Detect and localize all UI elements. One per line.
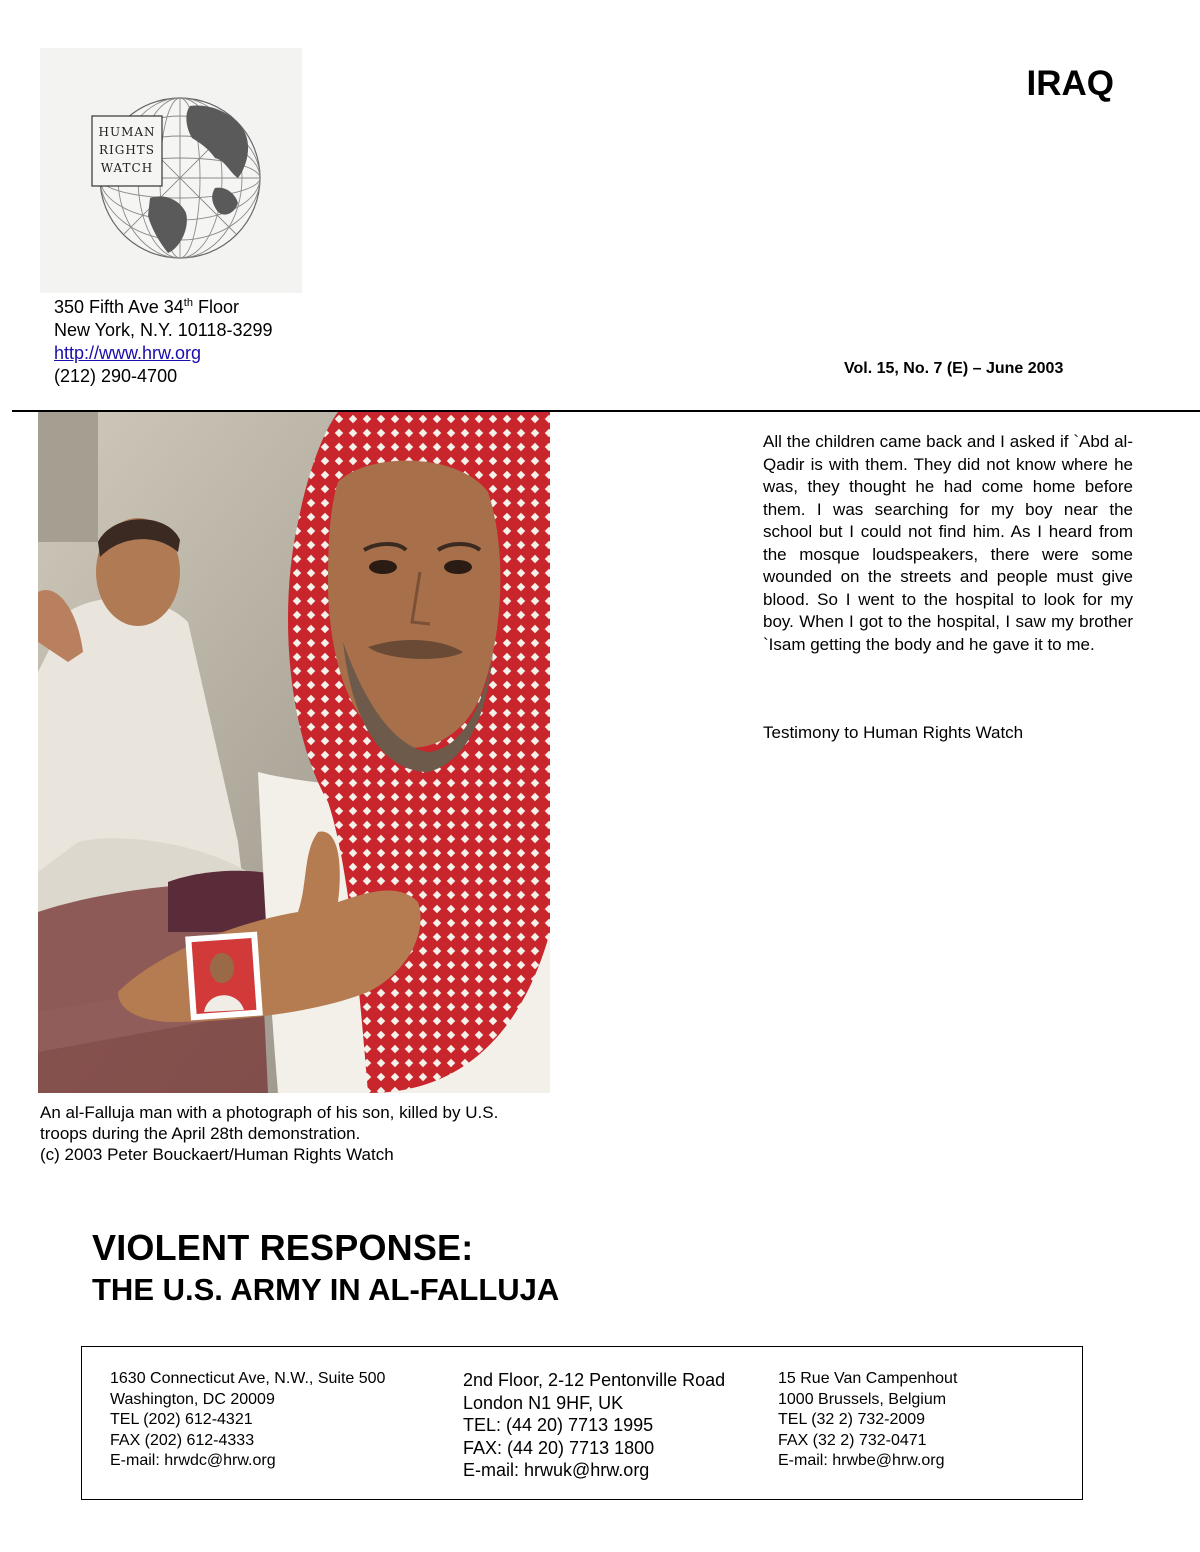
caption-line: troops during the April 28th demonstration. — [40, 1124, 361, 1143]
office-fax: FAX (32 2) 732-0471 — [778, 1431, 927, 1449]
office-brussels — [778, 1369, 957, 1472]
website-link[interactable]: http://www.hrw.org — [54, 343, 202, 363]
office-email: E-mail: hrwdc@hrw.org — [110, 1452, 276, 1469]
testimony-attribution: Testimony to Human Rights Watch — [763, 723, 1024, 742]
city-line: New York, N.Y. 10118-3299 — [54, 320, 273, 340]
report-title: VIOLENT RESPONSE: — [92, 1227, 474, 1268]
street-line: 350 Fifth Ave 34th Floor — [54, 297, 239, 317]
caption-line: An al-Falluja man with a photograph of his son, killed by U.S. — [40, 1103, 499, 1122]
office-address-line: 15 Rue Van Campenhout — [778, 1370, 958, 1387]
logo-line-2: RIGHTS — [98, 143, 156, 157]
office-city-line: 1000 Brussels, Belgium — [778, 1390, 947, 1408]
office-tel: TEL: (44 20) 7713 1995 — [463, 1415, 654, 1435]
issue-info: Vol. 15, No. 7 (E) – June 2003 — [844, 360, 1064, 377]
office-fax: FAX (202) 612-4333 — [110, 1431, 255, 1449]
office-washington — [110, 1369, 385, 1472]
country-heading: IRAQ — [1026, 64, 1114, 103]
hq-address — [54, 296, 273, 388]
office-tel: TEL (32 2) 732-2009 — [778, 1411, 926, 1428]
logo-line-3: WATCH — [100, 161, 154, 175]
office-address-line: 1630 Connecticut Ave, N.W., Suite 500 — [110, 1370, 386, 1387]
office-email: E-mail: hrwbe@hrw.org — [778, 1452, 945, 1469]
office-fax: FAX: (44 20) 7713 1800 — [463, 1437, 655, 1458]
office-email: E-mail: hrwuk@hrw.org — [463, 1460, 650, 1480]
office-address-line: 2nd Floor, 2-12 Pentonville Road — [463, 1370, 726, 1390]
report-subtitle: THE U.S. ARMY IN AL-FALLUJA — [92, 1272, 560, 1307]
hrw-logo — [40, 48, 302, 293]
photo-caption — [40, 1102, 600, 1165]
offices-footer — [81, 1346, 1083, 1500]
office-tel: TEL (202) 612-4321 — [110, 1411, 253, 1428]
office-city-line: Washington, DC 20009 — [110, 1390, 275, 1408]
logo-line-1: HUMAN — [98, 125, 156, 139]
office-london — [463, 1369, 725, 1482]
phone-line: (212) 290-4700 — [54, 366, 178, 386]
office-city-line: London N1 9HF, UK — [463, 1392, 624, 1413]
photo-credit: (c) 2003 Peter Bouckaert/Human Rights Watch — [40, 1145, 394, 1164]
testimony-quote: All the children came back and I asked if `Abd al-Qadir is with them. They did not know where he was, they thought he had come home before them. I was searching for my boy near the school but I could not find him. As I heard from the mosque loudspeakers, there were some wounded on the streets and people must give blood. So I went to the hospital to look for my boy. When I got to the hospital, I saw my brother `Isam getting the body and he gave it to me. — [763, 432, 1133, 654]
cover-photo — [38, 412, 550, 1093]
